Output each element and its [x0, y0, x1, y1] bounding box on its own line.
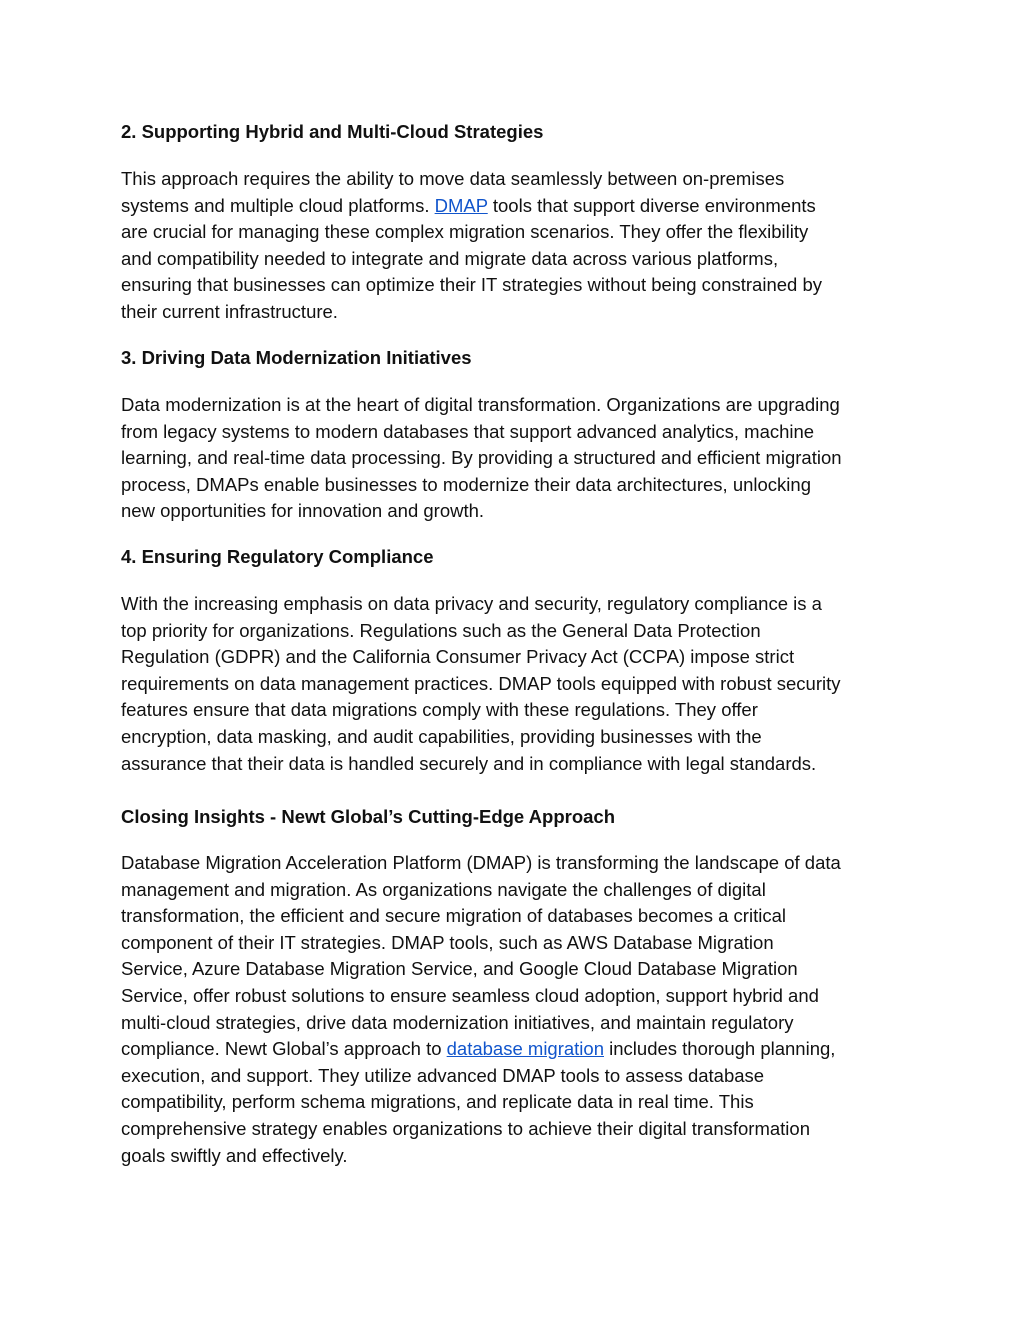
paragraph-line — [121, 498, 911, 525]
paragraph-line — [121, 1116, 911, 1143]
paragraph-line — [121, 1143, 911, 1170]
paragraph-line — [121, 983, 911, 1010]
text-run: Regulation (GDPR) and the California Consumer Privacy Act (CCPA) impose strict — [121, 646, 795, 668]
paragraph-line — [121, 956, 911, 983]
text-run: assurance that their data is handled securely and in compliance with legal standards. — [121, 752, 817, 774]
text-run: comprehensive strategy enables organizations to achieve their digital transformation — [121, 1117, 810, 1139]
text-run: goals swiftly and effectively. — [121, 1144, 348, 1166]
text-run: With the increasing emphasis on data privacy and security, regulatory compliance is a — [121, 593, 822, 614]
text-run: Database Migration Acceleration Platform (DMAP) is transforming the landscape of data — [121, 852, 841, 873]
paragraph-line — [121, 1010, 911, 1037]
section-heading-data-modernization: 3. Driving Data Modernization Initiatives — [121, 347, 472, 368]
text-run: compliance. Newt Global’s approach to — [121, 1038, 447, 1060]
text-run: ensuring that businesses can optimize their IT strategies without being constrained by — [121, 274, 822, 296]
section-heading-closing-insights: Closing Insights - Newt Global’s Cutting-Edge Approach — [121, 806, 616, 827]
paragraph-line — [121, 193, 911, 220]
text-run: Data modernization is at the heart of digital transformation. Organizations are upgrading — [121, 394, 840, 415]
text-run: This approach requires the ability to move data seamlessly between on-premises — [121, 168, 785, 189]
paragraph-line — [121, 419, 911, 446]
paragraph-line — [121, 671, 911, 698]
text-run: execution, and support. They utilize advanced DMAP tools to assess database — [121, 1064, 765, 1086]
text-run: their current infrastructure. — [121, 300, 338, 322]
text-run: includes thorough planning, — [604, 1038, 836, 1060]
paragraph-line — [121, 877, 911, 904]
text-run: requirements on data management practices. DMAP tools equipped with robust security — [121, 672, 841, 694]
paragraph-line — [121, 591, 911, 618]
paragraph-line — [121, 903, 911, 930]
paragraph-line — [121, 1089, 911, 1116]
paragraph-line — [121, 644, 911, 671]
text-run: transformation, the efficient and secure migration of databases becomes a critical — [121, 905, 786, 927]
database-migration-link[interactable]: database migration — [446, 1038, 604, 1060]
text-run: top priority for organizations. Regulations such as the General Data Protection — [121, 619, 761, 641]
text-run: management and migration. As organizations navigate the challenges of digital — [121, 878, 766, 900]
text-run: component of their IT strategies. DMAP tools, such as AWS Database Migration — [121, 931, 774, 953]
text-run: Service, Azure Database Migration Service, and Google Cloud Database Migration — [121, 958, 798, 980]
paragraph-line — [121, 930, 911, 957]
dmap-link[interactable]: DMAP — [434, 194, 488, 216]
paragraph-line — [121, 1036, 911, 1063]
section-heading-hybrid-multicloud: 2. Supporting Hybrid and Multi-Cloud Strategies — [121, 121, 544, 142]
text-run: process, DMAPs enable businesses to modernize their data architectures, unlocking — [121, 473, 811, 495]
text-run: Service, offer robust solutions to ensure seamless cloud adoption, support hybrid and — [121, 984, 819, 1006]
paragraph-line — [121, 219, 911, 246]
section-paragraph-regulatory-compliance — [121, 591, 911, 777]
text-run: from legacy systems to modern databases that support advanced analytics, machine — [121, 420, 815, 442]
paragraph-line — [121, 472, 911, 499]
text-run: learning, and real-time data processing. By providing a structured and efficient migration — [121, 447, 842, 469]
text-run: compatibility, perform schema migrations, and replicate data in real time. This — [121, 1091, 754, 1113]
paragraph-line — [121, 392, 911, 419]
text-run: encryption, data masking, and audit capabilities, providing businesses with the — [121, 725, 762, 747]
text-run: features ensure that data migrations comply with these regulations. They offer — [121, 699, 758, 721]
paragraph-line — [121, 850, 911, 877]
section-paragraph-data-modernization — [121, 392, 911, 525]
paragraph-line — [121, 724, 911, 751]
paragraph-line — [121, 445, 911, 472]
text-run: are crucial for managing these complex migration scenarios. They offer the flexibility — [121, 221, 809, 243]
text-run: new opportunities for innovation and growth. — [121, 500, 485, 522]
paragraph-line — [121, 166, 911, 193]
text-run: multi-cloud strategies, drive data modernization initiatives, and maintain regulatory — [121, 1011, 794, 1033]
text-run: tools that support diverse environments — [487, 194, 816, 216]
section-heading-regulatory-compliance: 4. Ensuring Regulatory Compliance — [121, 546, 434, 567]
paragraph-line — [121, 697, 911, 724]
paragraph-line — [121, 272, 911, 299]
section-paragraph-closing-insights — [121, 850, 911, 1169]
paragraph-line — [121, 618, 911, 645]
paragraph-line — [121, 299, 911, 326]
section-paragraph-hybrid-multicloud — [121, 166, 911, 326]
text-run: and compatibility needed to integrate and migrate data across various platforms, — [121, 247, 779, 269]
paragraph-line — [121, 1063, 911, 1090]
paragraph-line — [121, 246, 911, 273]
text-run: systems and multiple cloud platforms. — [121, 194, 435, 216]
paragraph-line — [121, 751, 911, 778]
